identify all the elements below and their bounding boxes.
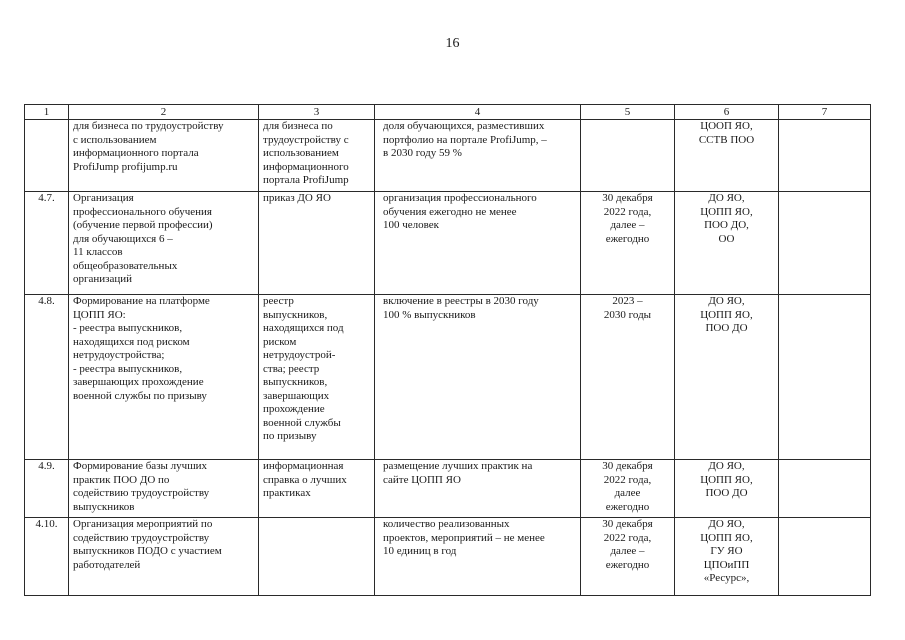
page-number: 16 (445, 36, 460, 51)
deadline-cell: 30 декабря 2022 года, далее – ежегодно (581, 518, 675, 596)
item-number: 4.8. (25, 295, 69, 460)
document-cell: информационная справка о лучших практиках (259, 460, 375, 518)
deadline-cell: 30 декабря 2022 года, далее ежегодно (581, 460, 675, 518)
column-number-4: 4 (375, 105, 581, 120)
deadline-cell (581, 120, 675, 192)
column-number-6: 6 (675, 105, 779, 120)
responsible-cell: ДО ЯО, ЦОПП ЯО, ПОО ДО (675, 460, 779, 518)
responsible-cell: ДО ЯО, ЦОПП ЯО, ПОО ДО (675, 295, 779, 460)
responsible-cell: ЦООП ЯО, ССТВ ПОО (675, 120, 779, 192)
note-cell (779, 295, 871, 460)
document-cell: реестр выпускников, находящихся под риском нетрудоустрой- ства; реестр выпускников, завершающих прохождение военной службы по призыву (259, 295, 375, 460)
indicator-cell: включение в реестры в 2030 году 100 % выпускников (375, 295, 581, 460)
activity-cell: для бизнеса по трудоустройству с использованием информационного портала ProfiJump profijump.ru (69, 120, 259, 192)
plan-table (24, 104, 871, 596)
note-cell (779, 192, 871, 295)
table-row (25, 460, 871, 518)
document-cell: для бизнеса по трудоустройству с использованием информационного портала ProfiJump (259, 120, 375, 192)
responsible-cell: ДО ЯО, ЦОПП ЯО, ПОО ДО, ОО (675, 192, 779, 295)
table-row (25, 192, 871, 295)
document-cell: приказ ДО ЯО (259, 192, 375, 295)
deadline-cell: 30 декабря 2022 года, далее – ежегодно (581, 192, 675, 295)
activity-cell: Формирование на платформе ЦОПП ЯО: - реестра выпускников, находящихся под риском нетрудоустройства; - реестра выпускников, завершающих прохождение военной службы по призыву (69, 295, 259, 460)
indicator-cell: размещение лучших практик на сайте ЦОПП ЯО (375, 460, 581, 518)
activity-cell: Организация профессионального обучения (обучение первой профессии) для обучающихся 6 – 11 классов общеобразовательных организаций (69, 192, 259, 295)
activity-cell: Формирование базы лучших практик ПОО ДО по содействию трудоустройству выпускников (69, 460, 259, 518)
column-number-1: 1 (25, 105, 69, 120)
column-number-3: 3 (259, 105, 375, 120)
item-number: 4.10. (25, 518, 69, 596)
column-number-7: 7 (779, 105, 871, 120)
indicator-cell: доля обучающихся, разместивших портфолио на портале ProfiJump, – в 2030 году 59 % (375, 120, 581, 192)
deadline-cell: 2023 – 2030 годы (581, 295, 675, 460)
indicator-cell: количество реализованных проектов, мероприятий – не менее 10 единиц в год (375, 518, 581, 596)
activity-cell: Организация мероприятий по содействию трудоустройству выпускников ПОДО с участием работодателей (69, 518, 259, 596)
column-number-2: 2 (69, 105, 259, 120)
item-number: 4.7. (25, 192, 69, 295)
table-row (25, 120, 871, 192)
note-cell (779, 120, 871, 192)
table-row (25, 295, 871, 460)
column-number-5: 5 (581, 105, 675, 120)
table-row (25, 518, 871, 596)
indicator-cell: организация профессионального обучения ежегодно не менее 100 человек (375, 192, 581, 295)
document-cell (259, 518, 375, 596)
note-cell (779, 518, 871, 596)
item-number (25, 120, 69, 192)
table-header-row (25, 105, 871, 120)
responsible-cell: ДО ЯО, ЦОПП ЯО, ГУ ЯО ЦПОиПП «Ресурс», (675, 518, 779, 596)
item-number: 4.9. (25, 460, 69, 518)
note-cell (779, 460, 871, 518)
